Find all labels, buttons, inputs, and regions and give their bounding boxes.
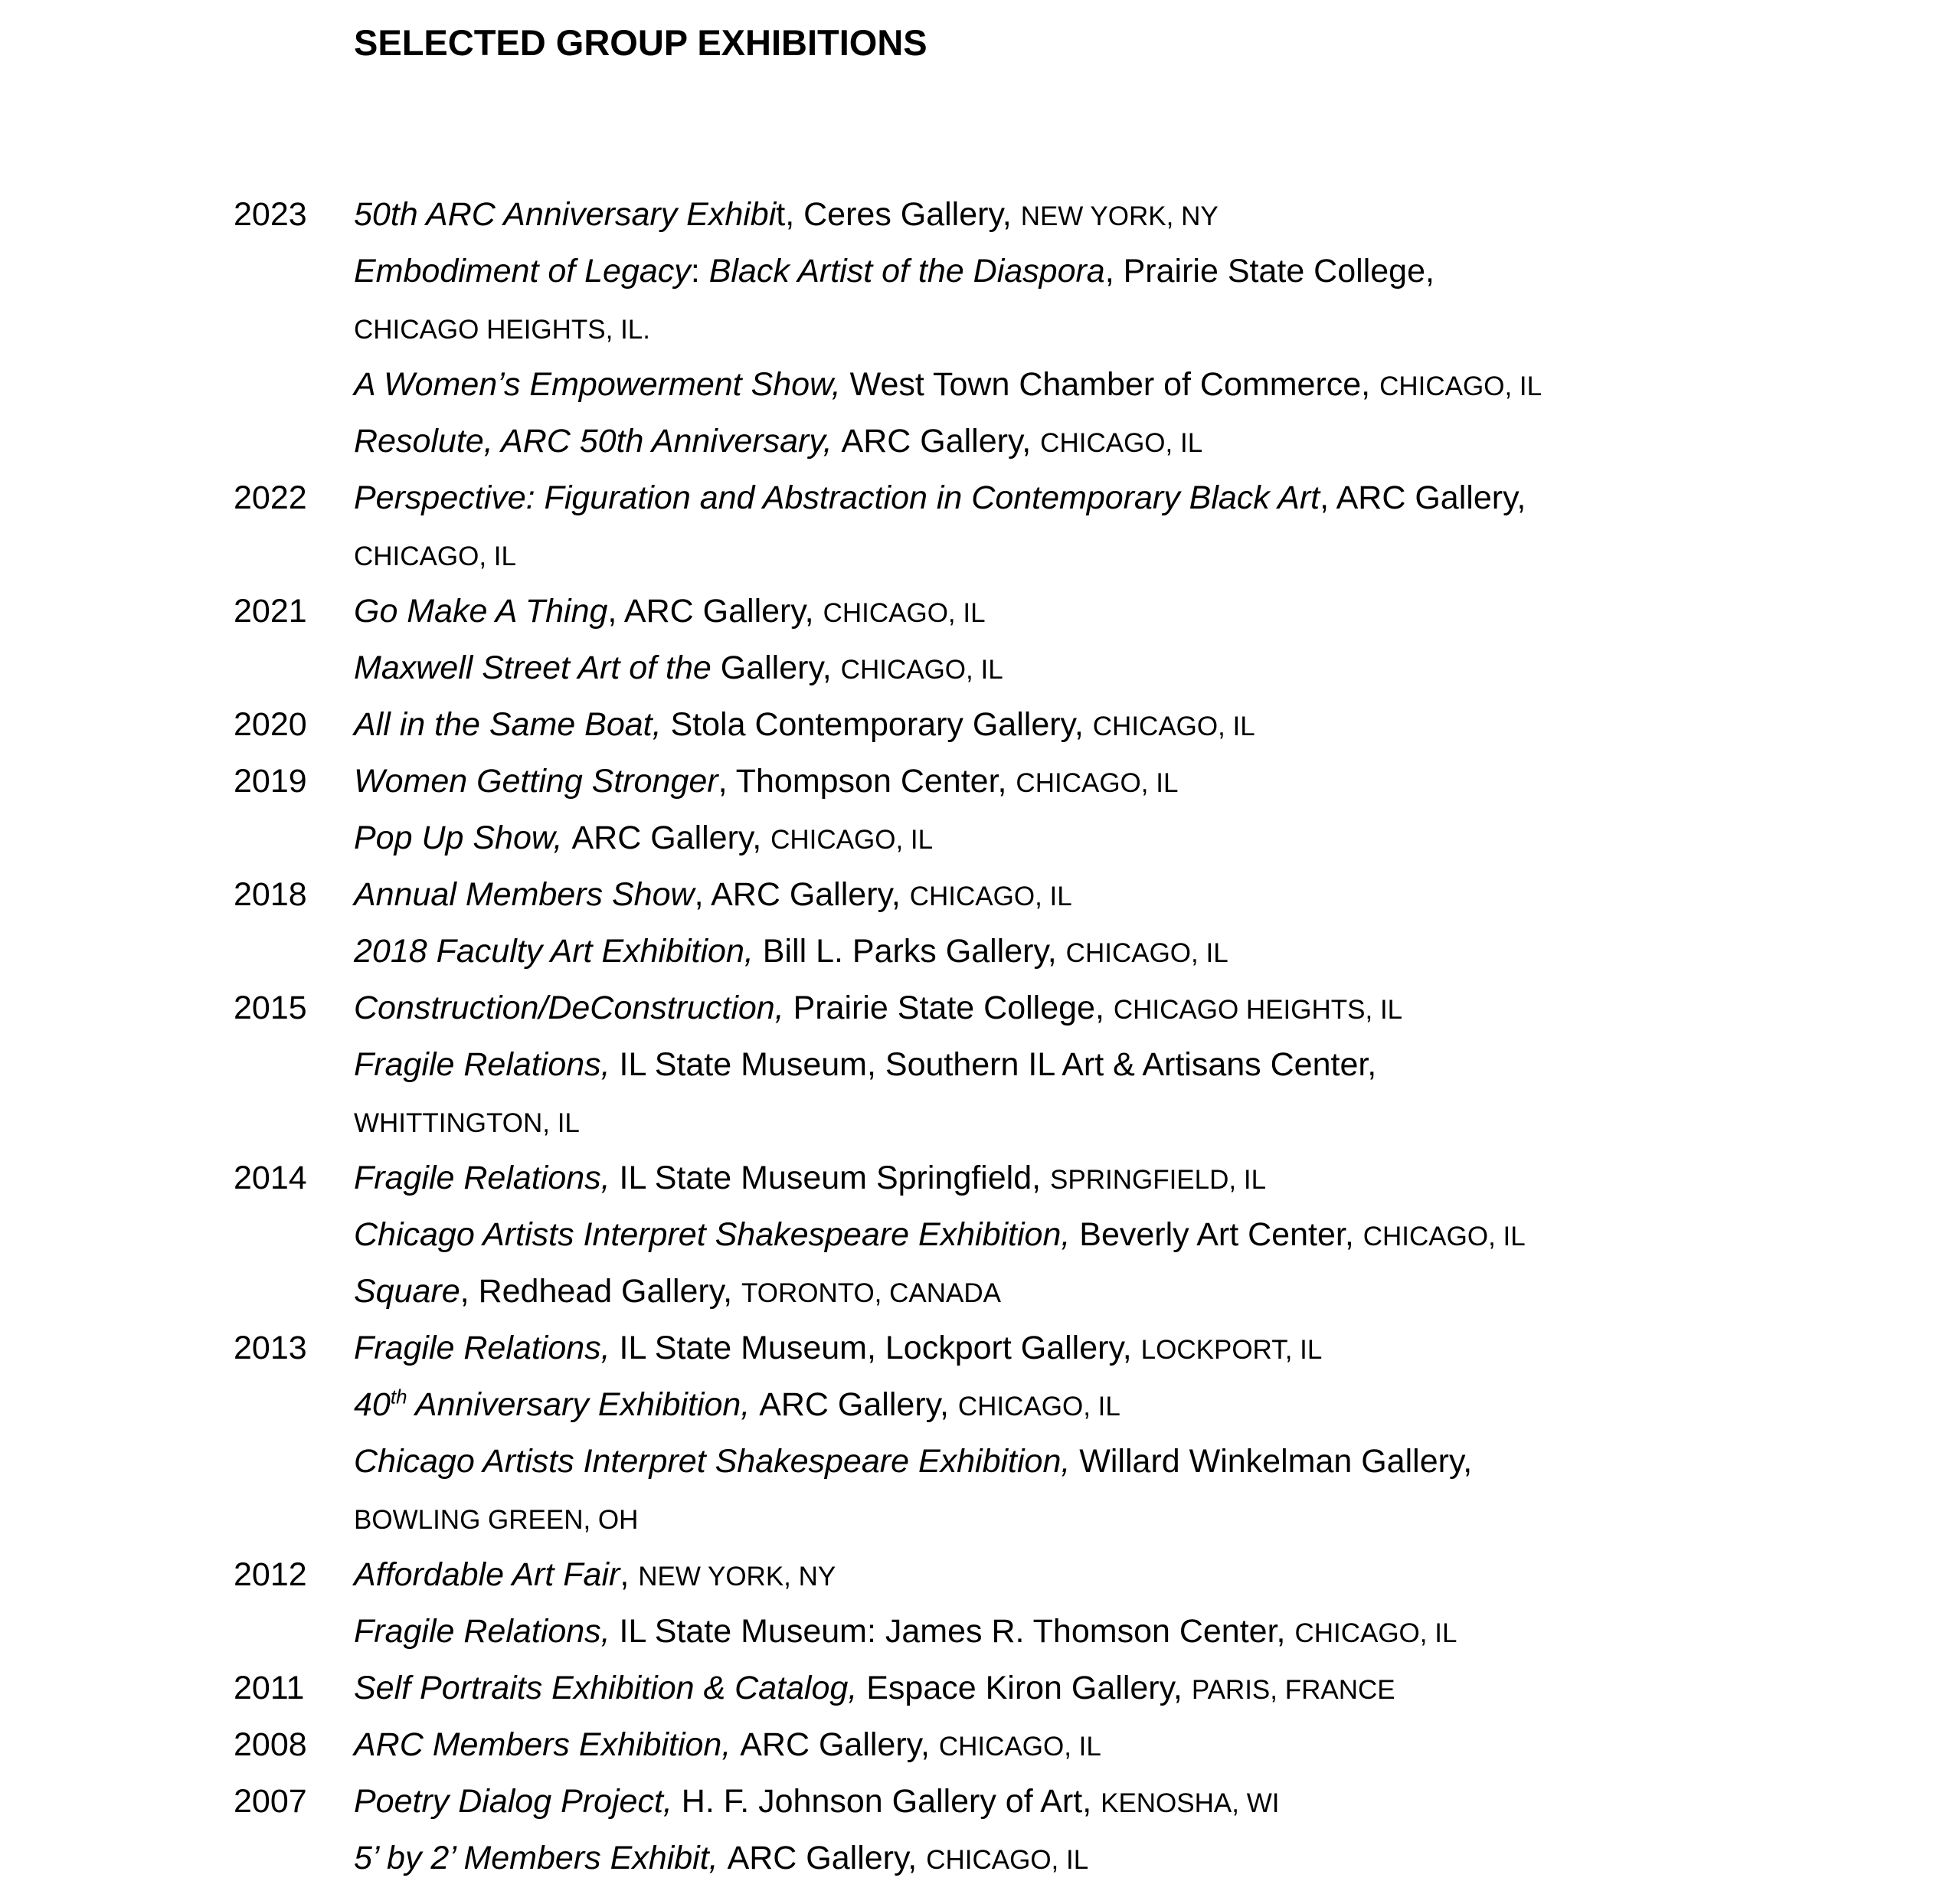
entry-segment: PARIS, FRANCE [1191,1675,1395,1705]
entry-line [234,753,1919,810]
entry-segment: Affordable Art Fair [354,1556,620,1593]
entry-segment: Beverly Art Center, [1079,1216,1363,1253]
entry-segment: th [390,1385,407,1408]
entry-segment: IL State Museum: James R. Thomson Center, [619,1613,1295,1650]
year-label: 2012 [234,1556,307,1593]
entry-segment: ARC Members Exhibition, [354,1726,741,1763]
entry-line [234,1490,1919,1546]
entry-segment: Self Portraits Exhibition & Catalog, [354,1670,867,1706]
entry-line [234,469,1919,526]
entry-segment: ARC Gallery, [571,820,771,856]
entry-segment: CHICAGO, IL [1065,938,1228,968]
exhibition-list [234,186,1919,1886]
entry-segment: Women Getting Stronger [354,763,718,800]
entry-segment: Fragile Relations, [354,1613,620,1650]
entry-segment: Construction/DeConstruction, [354,990,793,1026]
entry-segment: CHICAGO, IL [1040,428,1203,458]
page-title: SELECTED GROUP EXHIBITIONS [354,22,927,63]
entry-segment: SPRINGFIELD, IL [1050,1165,1267,1195]
entry-segment: West Town Chamber of Commerce, [849,366,1380,403]
year-label: 2013 [234,1330,307,1366]
entry-segment: Embodiment of Legacy [354,253,691,290]
entry-line [234,980,1919,1036]
entry-segment: H. F. Johnson Gallery of Art, [681,1783,1101,1820]
entry-segment: Prairie State College, [793,990,1114,1026]
entry-line [234,1320,1919,1376]
entry-segment: 50th ARC Anniversary Exhibi [354,196,777,233]
entry-segment: CHICAGO, IL [938,1732,1101,1762]
entry-segment: CHICAGO, IL [926,1845,1089,1875]
entry-line [234,413,1919,469]
entry-segment: Gallery, [720,649,841,686]
entry-segment: Resolute, ARC 50th Anniversary, [354,423,842,460]
entry-segment: NEW YORK, NY [638,1562,836,1592]
entry-segment: Poetry Dialog Project, [354,1783,682,1820]
entry-segment: Pop Up Show, [354,820,572,856]
entry-line [234,1206,1919,1263]
entry-segment: CHICAGO, IL [1294,1618,1457,1648]
entry-line [234,923,1919,980]
year-label: 2008 [234,1726,307,1763]
entry-segment: NEW YORK, NY [1020,201,1219,231]
entry-segment: CHICAGO, IL [1363,1222,1526,1251]
entry-segment: 40 [354,1386,391,1423]
entry-segment: WHITTINGTON, IL [354,1108,580,1138]
entry-line [234,243,1919,299]
entry-segment: CHICAGO, IL [770,825,934,855]
entry-segment: Square [354,1273,460,1310]
entry-segment: IL State Museum, Lockport Gallery, [619,1330,1141,1366]
entry-segment: CHICAGO, IL [1092,712,1255,741]
entry-segment: Go Make A Thing [354,593,608,630]
entry-segment: IL State Museum Springfield, [619,1160,1051,1196]
entry-line [234,186,1919,243]
entry-segment: Stola Contemporary Gallery, [670,706,1093,743]
entry-segment: IL State Museum, Southern IL Art & Artisans Center, [619,1046,1377,1083]
entry-segment: , [620,1556,639,1593]
entry-line [234,356,1919,413]
entry-segment: CHICAGO, IL [1016,768,1179,798]
entry-line [234,1376,1919,1433]
year-label: 2007 [234,1783,307,1820]
entry-line [234,1150,1919,1206]
entry-line [234,1433,1919,1490]
entry-line [234,1036,1919,1093]
entry-segment: Espace Kiron Gallery, [866,1670,1192,1706]
entry-segment: CHICAGO, IL [957,1392,1120,1421]
entry-segment: CHICAGO HEIGHTS, IL. [354,315,650,345]
entry-line [234,866,1919,923]
entry-line [234,526,1919,583]
entry-segment: 5’ by 2’ Members Exhibit, [354,1840,728,1876]
entry-segment: Perspective: Figuration and Abstraction in Contemporary Black Art [354,479,1320,516]
entry-line [234,1546,1919,1603]
year-label: 2021 [234,593,307,630]
entry-segment: CHICAGO, IL [1379,371,1542,401]
entry-segment: , Prairie State College, [1104,253,1434,290]
entry-line [234,1773,1919,1830]
entry-line [234,640,1919,696]
entry-segment: Black Artist of the Diaspora [708,253,1105,290]
entry-line [234,1830,1919,1886]
entry-segment: Annual Members Show [354,876,695,913]
entry-line [234,1093,1919,1150]
entry-segment: Chicago Artists Interpret Shakespeare Exhibition, [354,1443,1080,1480]
entry-line [234,696,1919,753]
entry-segment: BOWLING GREEN, OH [354,1505,639,1535]
entry-segment: Anniversary Exhibition, [407,1386,760,1423]
year-label: 2018 [234,876,307,913]
entry-segment: CHICAGO HEIGHTS, IL [1113,995,1403,1025]
entry-line [234,1660,1919,1716]
entry-line [234,299,1919,356]
entry-segment: , Redhead Gallery, [460,1273,741,1310]
entry-line [234,1263,1919,1320]
year-label: 2023 [234,196,307,233]
entry-segment: CHICAGO, IL [354,541,516,571]
entry-segment: ARC Gallery, [740,1726,939,1763]
year-label: 2020 [234,706,307,743]
entry-segment: ARC Gallery, [759,1386,958,1423]
entry-segment: ARC Gallery, [727,1840,927,1876]
entry-segment: Fragile Relations, [354,1330,620,1366]
entry-segment: A Women’s Empowerment Show, [354,366,850,403]
year-label: 2022 [234,479,307,516]
year-label: 2011 [234,1670,305,1706]
entry-segment: KENOSHA, WI [1101,1788,1280,1818]
entry-segment: CHICAGO, IL [909,882,1072,911]
year-label: 2019 [234,763,307,800]
entry-segment: : [690,253,709,290]
entry-segment: Chicago Artists Interpret Shakespeare Exhibition, [354,1216,1080,1253]
entry-segment: CHICAGO, IL [840,655,1003,685]
entry-line [234,1716,1919,1773]
entry-segment: Fragile Relations, [354,1160,620,1196]
entry-segment: , Thompson Center, [718,763,1016,800]
entry-segment: Bill L. Parks Gallery, [762,933,1066,970]
entry-segment: Willard Winkelman Gallery, [1079,1443,1473,1480]
entry-segment: All in the Same Boat, [354,706,671,743]
entry-segment: ARC Gallery, [841,423,1041,460]
entry-line [234,583,1919,640]
entry-segment: Maxwell Street Art of the [354,649,721,686]
entry-segment: LOCKPORT, IL [1140,1335,1323,1365]
entry-line [234,1603,1919,1660]
entry-segment: CHICAGO, IL [823,598,986,628]
entry-segment: t, Ceres Gallery, [776,196,1021,233]
year-label: 2015 [234,990,307,1026]
entry-segment: , ARC Gallery, [607,593,823,630]
entry-segment: 2018 Faculty Art Exhibition, [354,933,763,970]
entry-segment: , ARC Gallery, [1320,479,1526,516]
entry-line [234,810,1919,866]
entry-segment: Fragile Relations, [354,1046,620,1083]
entry-segment: , ARC Gallery, [694,876,910,913]
entry-segment: TORONTO, CANADA [741,1278,1001,1308]
year-label: 2014 [234,1160,307,1196]
